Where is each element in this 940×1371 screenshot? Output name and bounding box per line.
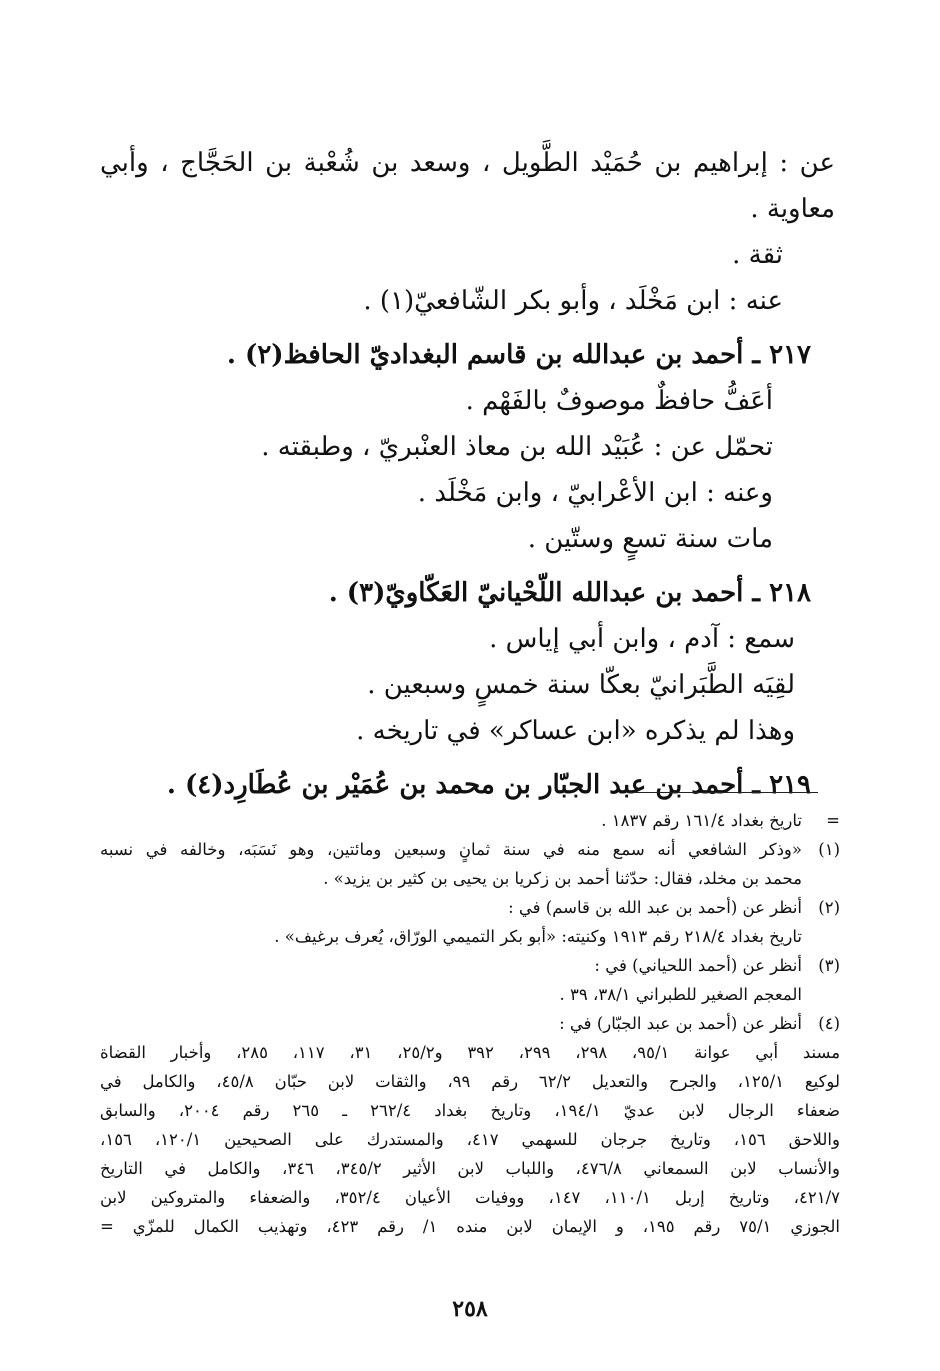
text-line: وهذا لم يذكره «ابن عساكر» في تاريخه . bbox=[356, 716, 795, 746]
text-line: ثقة . bbox=[732, 240, 783, 270]
text-line: سمع : آدم ، وابن أبي إياس . bbox=[489, 624, 795, 654]
footnote-text: أنظر عن (أحمد اللحياني) في : bbox=[594, 956, 802, 975]
footnote-2 bbox=[100, 893, 840, 922]
text-line: أعَفُّ حافظٌ موصوفٌ بالفَهْم . bbox=[465, 386, 773, 416]
footnote-text: أنظر عن (أحمد بن عبد الجبّار) في : bbox=[559, 1014, 802, 1033]
text-line: لقِيَه الطَّبَرانيّ بعكّا سنة خمسٍ وسبعين . bbox=[367, 670, 795, 700]
footnote-text: تاريخ بغداد ١٦١/٤ رقم ١٨٣٧ . bbox=[601, 811, 802, 830]
page-number: ٢٥٨ bbox=[452, 1296, 488, 1322]
footnote-separator bbox=[628, 792, 818, 793]
footnote-text: مسند أبي عوانة ٩٥/١، ٢٩٨، ٢٩٩، ٣٩٢ و٢٥/٢، ٣١، ١١٧، ٢٨٥، وأخبار القضاة bbox=[100, 1043, 841, 1062]
footnote-4 bbox=[100, 1009, 840, 1038]
footnote-3 bbox=[100, 951, 840, 980]
footnote-text: أنظر عن (أحمد بن عبد الله بن قاسم) في : bbox=[508, 898, 802, 917]
footnote-text: واللاحق ١٥٦، وتاريخ جرجان للسهمي ٤١٧، والمستدرك على الصحيحين ١٢٠/١، ١٥٦، bbox=[100, 1130, 840, 1149]
footnote-text: والأنساب لابن السمعاني ٤٧٦/٨، واللباب لابن الأثير ٣٤٥/٢، ٣٤٦، والكامل في التاريخ bbox=[100, 1159, 840, 1178]
footnote-number: (٣) bbox=[818, 956, 840, 975]
footnote-text: تاريخ بغداد ٢١٨/٤ رقم ١٩١٣ وكنيته: «أبو بكر التميمي الورّاق، يُعرف برغيف» . bbox=[274, 927, 802, 946]
continuation-mark: = bbox=[826, 811, 840, 830]
footnote-text: المعجم الصغير للطبراني ٣٨/١، ٣٩ . bbox=[559, 985, 802, 1004]
entry-heading-218: ٢١٨ ـ أحمد بن عبدالله اللّحْيانيّ العَكّاويّ(٣) . bbox=[328, 578, 811, 608]
footnote-1 bbox=[100, 835, 840, 864]
footnote-text: محمد بن مخلد، فقال: حدّثنا أحمد بن زكريا بن يحيى بن كثير بن يزيد» . bbox=[323, 869, 802, 888]
footnote-text: الجوزي ٧٥/١ رقم ١٩٥، و الإيمان لابن منده ١/ رقم ٤٢٣، وتهذيب الكمال للمزّي = bbox=[100, 1217, 840, 1236]
text-line: تحمّل عن : عُبَيْد الله بن معاذ العنْبريّ ، وطبقته . bbox=[261, 432, 773, 462]
text-line: وعنه : ابن الأعْرابيّ ، وابن مَخْلَد . bbox=[417, 478, 773, 508]
footnote-text: «وذكر الشافعي أنه سمع منه في سنة ثمانٍ وسبعين ومائتين، وهو نَسَبَه، وخالفه في نسبه bbox=[100, 840, 802, 859]
footnote-number: (٤) bbox=[818, 1014, 840, 1033]
footnotes bbox=[100, 806, 840, 1241]
footnote-text: لوكيع ١٢٥/١، والجرح والتعديل ٦٢/٢ رقم ٩٩، والثقات لابن حبّان ٤٥/٨، والكامل في bbox=[100, 1072, 840, 1091]
entry-heading-219: ٢١٩ ـ أحمد بن عبد الجبّار بن محمد بن عُمَيْر بن عُطَارِد(٤) . bbox=[166, 770, 811, 800]
footnote-text: ضعفاء الرجال لابن عديّ ١٩٤/١، وتاريخ بغداد ٢٦٢/٤ ـ ٢٦٥ رقم ٢٠٠٤، والسابق bbox=[100, 1101, 841, 1120]
entry-heading-217: ٢١٧ ـ أحمد بن عبدالله بن قاسم البغداديّ الحافظ(٢) . bbox=[226, 340, 811, 370]
footnote-number: (٢) bbox=[818, 898, 840, 917]
footnote-number: (١) bbox=[818, 840, 840, 859]
text-line: مات سنة تسعٍ وستّين . bbox=[527, 524, 773, 554]
text-line: عن : إبراهيم بن حُمَيْد الطَّويل ، وسعد بن شُعْبة بن الحَجَّاج ، وأبي bbox=[100, 148, 835, 178]
main-text bbox=[100, 140, 835, 808]
text-line: عنه : ابن مَخْلَد ، وأبو بكر الشّافعيّ(١) . bbox=[363, 286, 783, 316]
footnote-text: ٤٢١/٧، وتاريخ إربل ١١٠/١، ١٤٧، ووفيات الأعيان ٣٥٢/٤، والضعفاء والمتروكين لابن bbox=[100, 1188, 841, 1207]
text-line: معاوية . bbox=[750, 194, 835, 224]
footnote-continuation bbox=[100, 806, 840, 835]
